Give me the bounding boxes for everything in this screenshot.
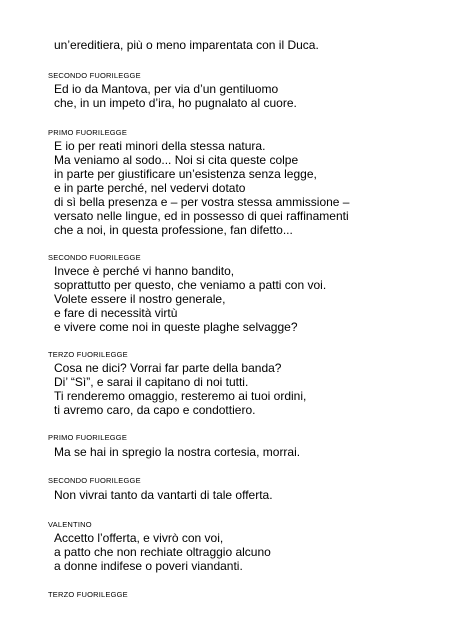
dialogue-line: ti avremo caro, da capo e condottiero. xyxy=(54,403,256,417)
dialogue-line: Di’ “Sì”, e sarai il capitano di noi tutti. xyxy=(54,375,249,389)
dialogue-line: a donne indifese o poveri viandanti. xyxy=(54,559,243,573)
speaker-name: SECONDO FUORILEGGE xyxy=(48,253,141,262)
speaker-name: TERZO FUORILEGGE xyxy=(48,350,128,359)
dialogue-line: e vivere come noi in queste plaghe selvagge? xyxy=(54,320,298,334)
speaker-name: VALENTINO xyxy=(48,520,92,529)
dialogue-line: in parte per giustificare un’esistenza senza legge, xyxy=(54,167,317,181)
speaker-name: PRIMO FUORILEGGE xyxy=(48,433,128,442)
dialogue-line: soprattutto per questo, che veniamo a patti con voi. xyxy=(54,278,327,292)
speaker-name: PRIMO FUORILEGGE xyxy=(48,128,128,137)
dialogue-line: e fare di necessità virtù xyxy=(54,306,178,320)
dialogue-line: Ma se hai in spregio la nostra cortesia, morrai. xyxy=(54,445,301,459)
dialogue-line: Ma veniamo al sodo... Noi si cita queste colpe xyxy=(54,153,299,167)
dialogue-line: Cosa ne dici? Vorrai far parte della banda? xyxy=(54,361,282,375)
dialogue-line: Accetto l’offerta, e vivrò con voi, xyxy=(54,531,224,545)
dialogue-line: a patto che non rechiate oltraggio alcuno xyxy=(54,545,271,559)
dialogue-line: versato nelle lingue, ed in possesso di quei raffinamenti xyxy=(54,209,349,223)
speaker-name: SECONDO FUORILEGGE xyxy=(48,71,141,80)
dialogue-line: Invece è perché vi hanno bandito, xyxy=(54,264,235,278)
dialogue-line: di sì bella presenza e – per vostra stessa ammissione – xyxy=(54,195,350,209)
dialogue-line: Ti renderemo omaggio, resteremo ai tuoi ordini, xyxy=(54,389,307,403)
dialogue-line: Volete essere il nostro generale, xyxy=(54,292,226,306)
dialogue-line: un’ereditiera, più o meno imparentata con il Duca. xyxy=(54,38,319,52)
dialogue-line: Non vivrai tanto da vantarti di tale offerta. xyxy=(54,488,273,502)
dialogue-line: che, in un impeto d’ira, ho pugnalato al cuore. xyxy=(54,96,297,110)
dialogue-line: che a noi, in questa professione, fan difetto... xyxy=(54,223,293,237)
dialogue-line: e in parte perché, nel vedervi dotato xyxy=(54,181,246,195)
speaker-name: SECONDO FUORILEGGE xyxy=(48,476,141,485)
dialogue-line: Ed io da Mantova, per via d’un gentiluomo xyxy=(54,82,279,96)
speaker-name: TERZO FUORILEGGE xyxy=(48,590,128,599)
dialogue-line: E io per reati minori della stessa natura. xyxy=(54,139,266,153)
